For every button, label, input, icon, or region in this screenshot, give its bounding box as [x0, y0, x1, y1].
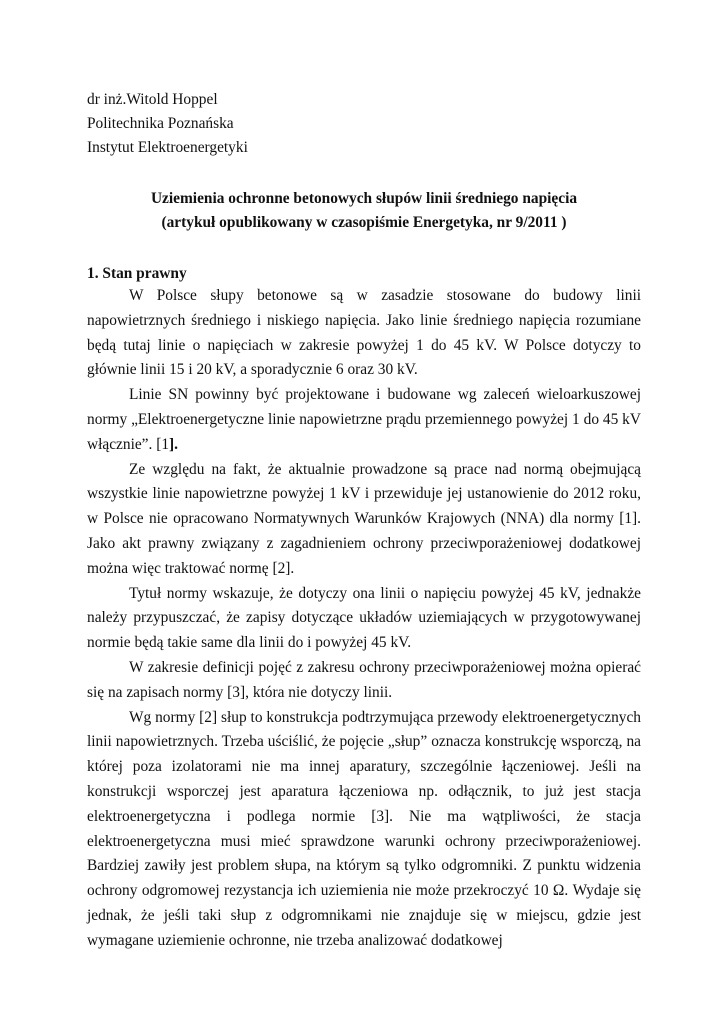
- author-university: Politechnika Poznańska: [87, 115, 234, 132]
- section-heading: 1. Stan prawny: [87, 265, 187, 282]
- paragraph-4: Tytuł normy wskazuje, że dotyczy ona linii o napięciu powyżej 45 kV, jednakże należy przypuszczać, że zapisy dotyczące układów uziemiających w przygotowywanej normie będą takie same dla linii do i powyżej 45 kV.: [87, 584, 641, 652]
- document-title: Uziemienia ochronne betonowych słupów linii średniego napięcia: [150, 190, 578, 207]
- paragraph-2-text: Linie SN powinny być projektowane i budowane wg zaleceń wieloarkuszowej normy „Elektroenergetyczne linie napowietrzne prądu przemiennego powyżej 1 do 45 kV włącznie”. [1: [87, 386, 641, 453]
- document-subtitle: (artykuł opublikowany w czasopiśmie Energetyka, nr 9/2011 ): [161, 214, 567, 231]
- author-institute: Instytut Elektroenergetyki: [87, 139, 248, 156]
- author-name: dr inż.Witold Hoppel: [87, 91, 218, 108]
- paragraph-6: Wg normy [2] słup to konstrukcja podtrzymująca przewody elektroenergetycznych linii napowietrznych. Trzeba uściślić, że pojęcie „słup” oznacza konstrukcję wsporczą, na której poza izolatorami nie ma innej aparatury, szczególnie łączeniowej. Jeśli na konstrukcji wsporczej jest aparatura łączeniowa np. odłącznik, to już jest stacja elektroenergetyczna i podlega normie [3]. Nie ma wątpliwości, że stacja elektroenergetyczna musi mieć sprawdzone warunki ochrony przeciwporażeniowej. Bardziej zawiły jest problem słupa, na którym są tylko odgromniki. Z punktu widzenia ochrony odgromowej rezystancja ich uziemienia nie może przekroczyć 10 Ω. Wydaje się jednak, że jeśli taki słup z odgromnikami nie znajduje się w miejscu, gdzie jest wymagane uziemienie ochronne, nie trzeba analizować dodatkowej: [87, 708, 641, 949]
- paragraph-2-reference-end: ].: [169, 435, 179, 453]
- paragraph-2: [87, 383, 641, 457]
- section-body: [87, 284, 641, 954]
- paragraph-3: Ze względu na fakt, że aktualnie prowadzone są prace nad normą obejmującą wszystkie linie napowietrzne powyżej 1 kV i przewiduje jej ustanowienie do 2012 roku, w Polsce nie opracowano Normatywnych Warunków Krajowych (NNA) dla normy [1]. Jako akt prawny związany z zagadnieniem ochrony przeciwporażeniowej dodatkowej można więc traktować normę [2].: [87, 460, 641, 577]
- paragraph-1: W Polsce słupy betonowe są w zasadzie stosowane do budowy linii napowietrznych średniego i niskiego napięcia. Jako linie średniego napięcia rozumiane będą tutaj linie o napięciach w zakresie powyżej 1 do 45 kV. W Polsce dotyczy to głównie linii 15 i 20 kV, a sporadycznie 6 oraz 30 kV.: [87, 287, 641, 379]
- paragraph-5: W zakresie definicji pojęć z zakresu ochrony przeciwporażeniowej można opierać się na zapisach normy [3], która nie dotyczy linii.: [87, 658, 641, 701]
